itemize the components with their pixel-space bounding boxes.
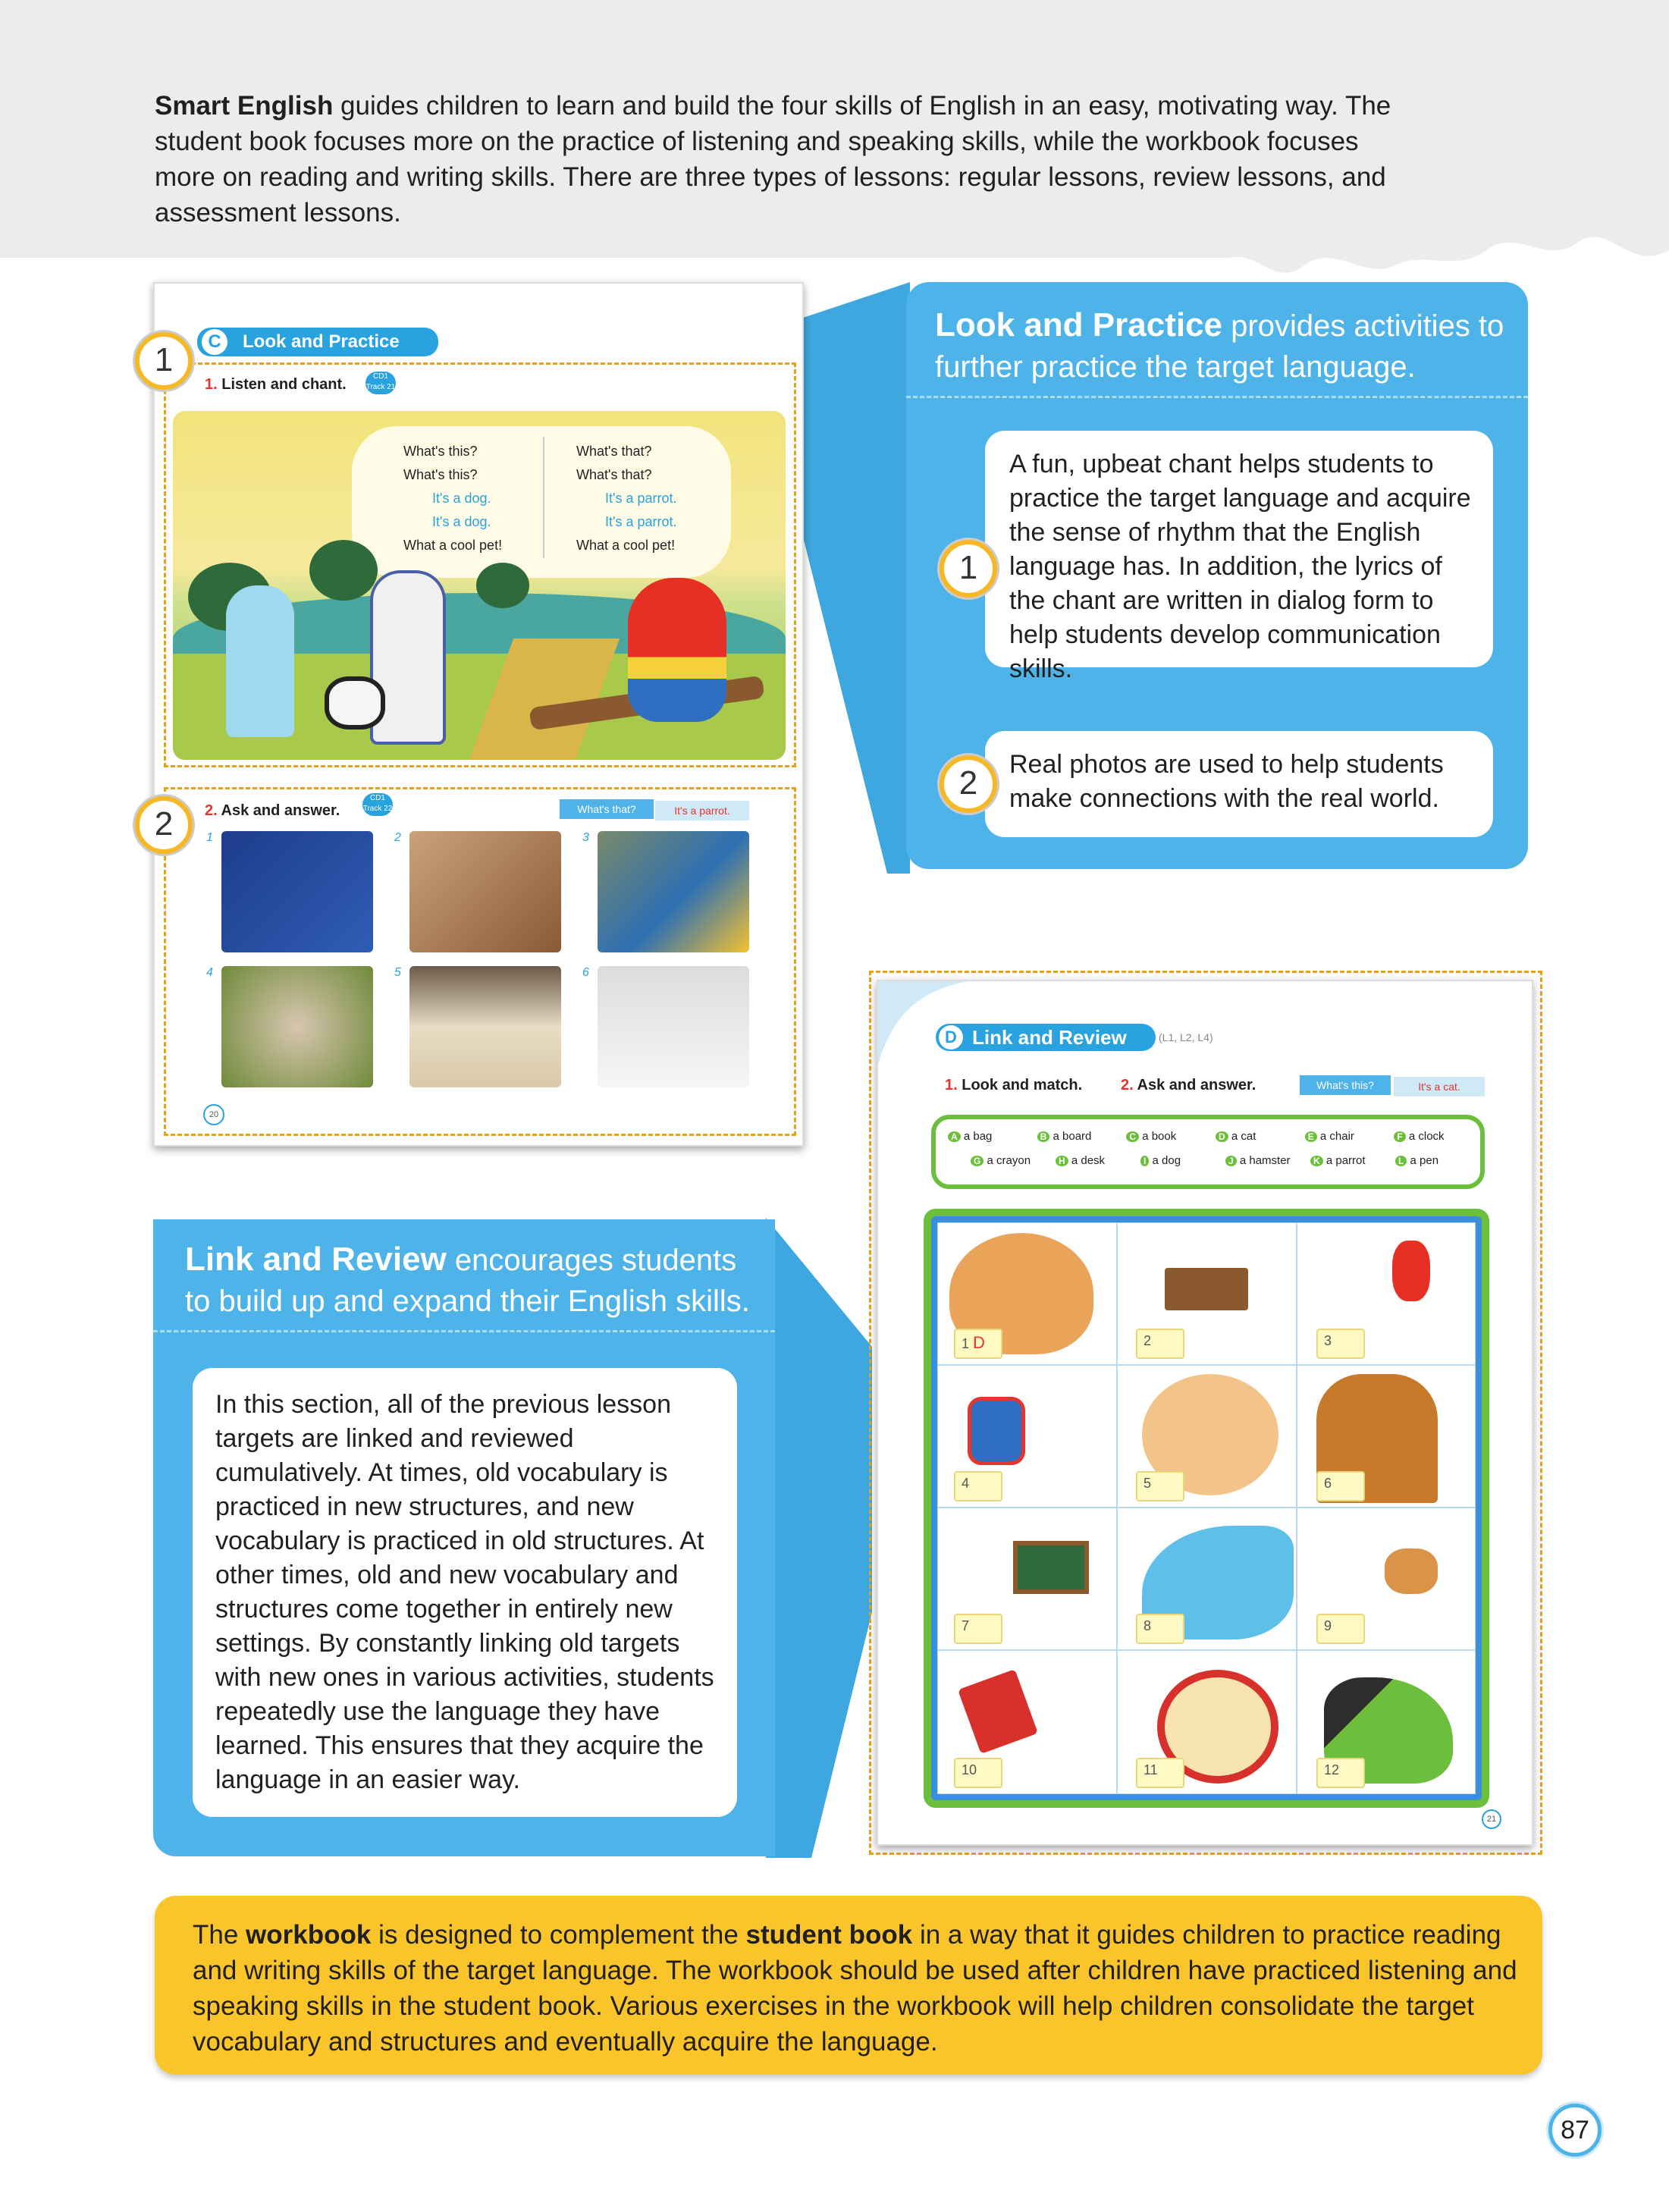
answer-box[interactable]: 5	[1136, 1471, 1184, 1501]
look-practice-card	[906, 282, 1528, 869]
sb-marker-2: 2	[135, 796, 193, 854]
answer-box[interactable]: 10	[954, 1758, 1002, 1788]
answer-box[interactable]: 9	[1316, 1614, 1365, 1644]
dog-photo	[409, 831, 561, 952]
parrot-picture	[1392, 1241, 1430, 1301]
word-bank	[931, 1115, 1485, 1189]
wb-task2-label: 2. Ask and answer.	[1121, 1077, 1256, 1093]
link-review-card	[153, 1219, 775, 1856]
note2-box	[985, 731, 1493, 837]
cd-icon: CD1 Track 22	[362, 793, 393, 816]
section-c-tab	[197, 328, 438, 356]
board-picture	[1013, 1541, 1089, 1594]
link-review-box	[193, 1368, 737, 1817]
look-practice-heading: Look and Practice provides activities to further practice the target language.	[935, 306, 1504, 384]
divider	[153, 1330, 775, 1332]
photo-label: 6	[582, 966, 589, 979]
link-review-heading: Link and Review encourages students to build up and expand their English skills.	[185, 1241, 750, 1318]
workbook-info-box	[155, 1896, 1542, 2075]
note1-box	[985, 431, 1493, 683]
parrot-photo	[598, 831, 749, 952]
question-bubble: What's this?	[1300, 1075, 1391, 1095]
note1-marker: 1	[940, 540, 997, 598]
photo-label: 1	[206, 831, 213, 844]
photo-label: 4	[206, 966, 213, 979]
answer-box[interactable]: 8	[1136, 1614, 1184, 1644]
divider	[906, 396, 1528, 398]
answer-box[interactable]: 4	[954, 1471, 1002, 1501]
bag-picture	[968, 1397, 1025, 1465]
note2-marker: 2	[940, 755, 997, 813]
cat-bed-photo	[409, 966, 561, 1087]
cd-icon: CD1 Track 21	[365, 372, 396, 394]
answer-box[interactable]: 2	[1136, 1329, 1184, 1359]
answer-box[interactable]: 6	[1316, 1471, 1365, 1501]
answer-bubble: It's a parrot.	[655, 801, 749, 820]
section-letter: D	[939, 1025, 963, 1050]
photo-label: 3	[582, 831, 589, 844]
page-number: 20	[203, 1104, 224, 1125]
picture-grid	[924, 1209, 1489, 1808]
tree	[476, 563, 529, 608]
dog-picture	[1385, 1548, 1438, 1594]
question-bubble: What's that?	[560, 799, 654, 819]
desk-picture	[1165, 1268, 1248, 1310]
answer-box[interactable]: 12	[1316, 1758, 1365, 1788]
parrot-figure	[628, 578, 726, 722]
page-number: 87	[1548, 2104, 1602, 2157]
workbook-page	[877, 980, 1533, 1846]
photo-label: 5	[394, 966, 401, 979]
intro-paragraph: Smart English guides children to learn and build the four skills of English in an easy, motivating way. The student book focuses more on the practice of listening and speaking skills, while the workbook focuses more on reading and writing skills. There are three types of lessons: regular lessons, review lessons, and assessment lessons.	[155, 91, 1391, 227]
task1-label: 1. Listen and chant.	[205, 376, 347, 393]
lesson-refs: (L1, L2, L4)	[1159, 1031, 1213, 1043]
bird-photo	[221, 831, 373, 952]
link-review-text: In this section, all of the previous lesson targets are linked and reviewed cumulatively. At times, old vocabulary is practiced in new structures, and new vocabulary is practiced in old structures. At other times, old and new vocabulary and structures come together in entirely new settings. By constantly linking old targets with new ones in various activities, students repeatedly use the language they have learned. This ensures that they acquire the language in an easier way.	[215, 1390, 714, 1794]
photo-label: 2	[394, 831, 401, 844]
answer-box[interactable]: 3	[1316, 1329, 1365, 1359]
chant-left-col: What's this? What's this? It's a dog. It's a dog. What a cool pet!	[403, 444, 503, 553]
section-title: Look and Practice	[243, 331, 400, 352]
word-row-2: G a crayon H a desk I a dog J a hamster K a parrot L a pen	[971, 1154, 1486, 1167]
girl-figure	[226, 585, 294, 737]
page-number: 21	[1482, 1809, 1501, 1829]
word-row-1: A a bag B a board C a book D a cat E a chair F a clock	[948, 1130, 1479, 1143]
answer-box[interactable]: 11	[1136, 1758, 1184, 1788]
wb-task1-label: 1. Look and match.	[945, 1077, 1083, 1093]
hamster-photo	[221, 966, 373, 1087]
hamster-photo-2	[598, 966, 749, 1087]
note1-text: A fun, upbeat chant helps students to practice the target language and acquire the sense of rhythm that the English language has. In addition, the lyrics of the chant are written in dialog form to help students develop communication skills.	[1009, 450, 1471, 683]
answer-box[interactable]: 7	[954, 1614, 1002, 1644]
sb-marker-1: 1	[135, 332, 193, 390]
tree	[309, 540, 378, 601]
answer-box[interactable]: 1 D	[954, 1329, 1002, 1359]
task2-label: 2. Ask and answer.	[205, 802, 340, 819]
answer-bubble: It's a cat.	[1394, 1077, 1485, 1097]
section-title: Link and Review	[972, 1026, 1127, 1049]
note2-text: Real photos are used to help students make connections with the real world.	[1009, 750, 1444, 813]
dog-figure	[325, 676, 385, 729]
chant-right-col: What's that? What's that? It's a parrot. It's a parrot. What a cool pet!	[576, 444, 677, 553]
section-d-tab	[936, 1024, 1156, 1051]
student-book-page	[153, 282, 804, 1147]
workbook-info-text: The workbook is designed to complement the student book in a way that it guides children to practice reading and writing skills of the target language. The workbook should be used after children have practiced listening and speaking skills in the student book. Various exercises in the workbook will help children consolidate the target vocabulary and structures and eventually acquire the language.	[193, 1920, 1517, 2057]
section-letter: C	[202, 329, 227, 355]
